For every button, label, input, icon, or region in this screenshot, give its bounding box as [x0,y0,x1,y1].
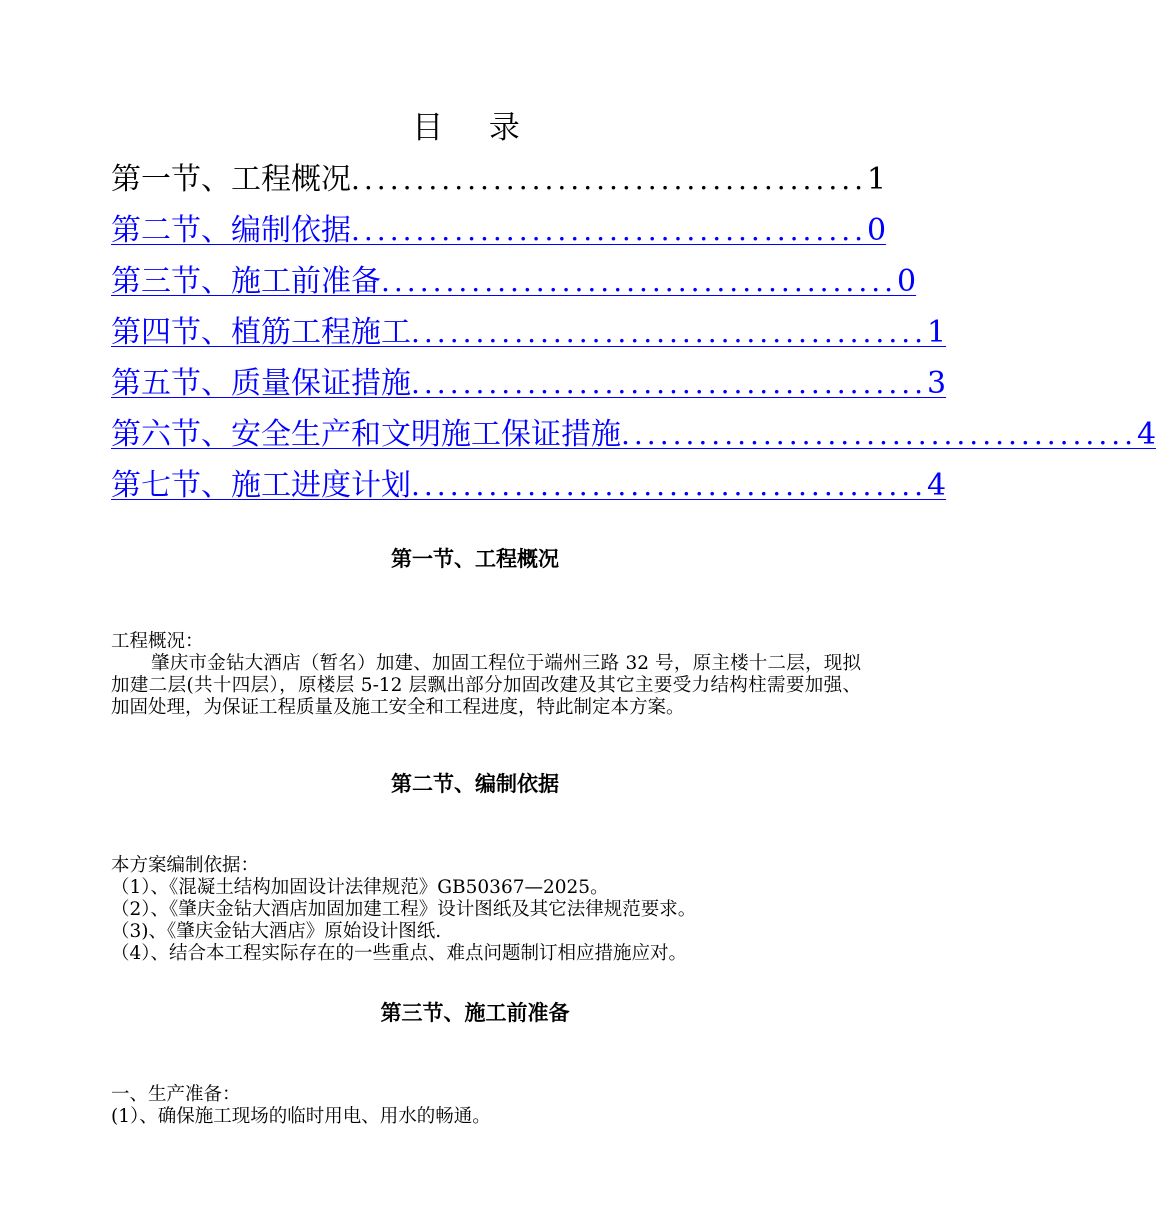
toc-entry-label: 第六节、安全生产和文明施工保证措施 [111,417,621,452]
section-3-intro: 一、生产准备： [111,1084,241,1105]
section-2-intro: 本方案编制依据： [111,855,260,876]
section-2-heading: 第二节、编制依据 [391,772,559,796]
toc-page-number: 1 [927,315,947,350]
toc-page-number: 4 [927,468,947,503]
toc-leader-dots: ........................................ [381,265,898,298]
toc-page-number: 1 [867,162,887,197]
section-2-item-3: （3)、《肇庆金钻大酒店》原始设计图纸. [111,921,442,942]
toc-entry-1[interactable] [111,156,887,207]
toc-link-2[interactable] [111,207,887,258]
section-2-item-4: （4）、结合本工程实际存在的一些重点、难点问题制订相应措施应对。 [111,943,688,964]
toc-entry-label: 第四节、植筋工程施工 [111,315,411,350]
section-3-item-1: (1）、确保施工现场的临时用电、用水的畅通。 [111,1106,491,1127]
toc-leader-dots: ........................................ [411,367,928,400]
section-3-content [111,1084,861,1128]
toc-entry-label: 第五节、质量保证措施 [111,366,411,401]
toc-page-number: 0 [897,264,917,299]
toc-link-6[interactable] [111,411,1156,462]
toc-page-number: 3 [927,366,947,401]
section-1-heading: 第一节、工程概况 [391,547,559,571]
toc-link-4[interactable] [111,309,947,360]
section-2-content [111,855,861,965]
toc-leader-dots: ........................................ [351,163,868,196]
section-2-item-1: （1）、《混凝土结构加固设计法律规范》GB50367—2025。 [111,877,609,898]
section-2-item-2: （2）、《肇庆金钻大酒店加固加建工程》设计图纸及其它法律规范要求。 [111,899,697,920]
toc-link-7[interactable] [111,462,947,513]
toc-leader-dots: ........................................ [411,316,928,349]
toc-page-number: 4 [1137,417,1156,452]
section-1-intro: 工程概况： [111,631,204,652]
toc-page-number: 0 [867,213,887,248]
toc-link-3[interactable] [111,258,917,309]
toc-link-5[interactable] [111,360,947,411]
toc-entry-label: 第七节、施工进度计划 [111,468,411,503]
toc-leader-dots: ........................................ [411,469,928,502]
toc-leader-dots: ........................................ [351,214,868,247]
toc-entry-label: 第三节、施工前准备 [111,264,381,299]
toc-title: 目 录 [412,110,538,146]
table-of-contents [111,156,1156,513]
toc-leader-dots: ........................................ [621,418,1138,451]
toc-entry-label: 第一节、工程概况 [111,162,351,197]
section-3-heading: 第三节、施工前准备 [380,1001,570,1025]
toc-entry-label: 第二节、编制依据 [111,213,351,248]
section-1-content [111,631,861,719]
section-1-body: 肇庆市金钻大酒店（暂名）加建、加固工程位于端州三路 32 号，原主楼十二层，现拟加建二层(共十四层），原楼层 5-12 层飘出部分加固改建及其它主要受力结构柱需要加强、加固处理，为保证工程质量及施工安全和工程进度，特此制定本方案。 [111,653,861,718]
